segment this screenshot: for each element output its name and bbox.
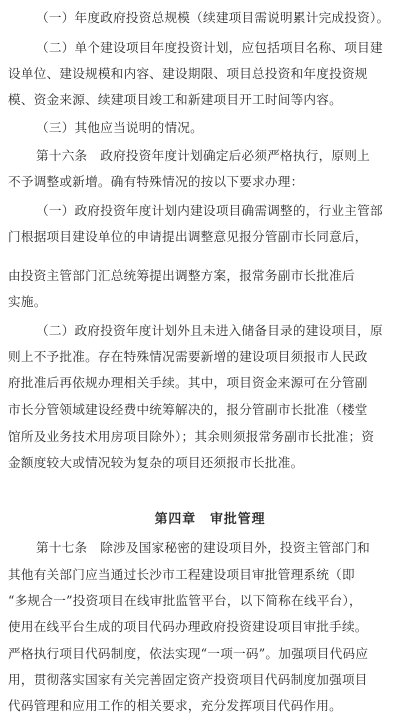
text-line: 用，贯彻落实国家有关完善固定资产投资项目代码制度加强项目 <box>8 672 368 687</box>
text-line: （三）其他应当说明的情况。 <box>36 120 203 135</box>
text-line: 由投资主管部门汇总统筹提出调整方案，报常务副市长批准后 <box>8 268 355 283</box>
text-line: 府批准后再依规办理相关手续。其中，项目资金来源可在分管副 <box>8 375 368 390</box>
text-line: 实施。 <box>8 294 47 309</box>
text-line: 其他有关部门应当通过长沙市工程建设项目审批管理系统（即 <box>8 567 355 582</box>
text-line: 金额度较大或情况较为复杂的项目还须报市长批准。 <box>8 455 304 470</box>
text-line: （二）单个建设项目年度投资计划，应包括项目名称、项目建 <box>36 40 383 55</box>
text-line: 第十六条 政府投资年度计划确定后必须严格执行，原则上 <box>36 148 370 163</box>
text-line: 市长分管领域建设经费中统筹解决的，报分管副市长批准（楼堂 <box>8 402 368 417</box>
text-line: 馆所及业务技术用房项目除外）；其余则须报常务副市长批准；资 <box>8 429 375 444</box>
text-line: 模、资金来源、续建项目竣工和新建项目开工时间等内容。 <box>8 92 342 107</box>
text-line: 代码管理和应用工作的相关要求，充分发挥项目代码作用。 <box>8 698 342 713</box>
text-line: 第十七条 除涉及国家秘密的建设项目外，投资主管部门和 <box>36 540 370 555</box>
text-line: （一）政府投资年度计划内建设项目确需调整的，行业主管部 <box>36 203 383 218</box>
text-line: “多规合一”投资项目在线审批监管平台，以下简称在线平台）， <box>8 593 362 608</box>
text-line: 门根据项目建设单位的申请提出调整意见报分管副市长同意后， <box>8 229 368 244</box>
text-line: 严格执行项目代码制度，依法实现“一项一码”。加强项目代码应 <box>8 646 369 661</box>
text-line: 设单位、建设规模和内容、建设期限、项目总投资和年度投资规 <box>8 66 368 81</box>
chapter-heading: 第四章 审批管理 <box>154 512 266 527</box>
text-line: （一）年度政府投资总规模（续建项目需说明累计完成投资）。 <box>36 10 390 25</box>
text-line: 则上不予批准。存在特殊情况需要新增的建设项目须报市人民政 <box>8 349 368 364</box>
text-line: 使用在线平台生成的项目代码办理政府投资建设项目审批手续。 <box>8 619 368 634</box>
text-line: 不予调整或新增。确有特殊情况的按以下要求办理： <box>8 174 304 189</box>
text-line: （二）政府投资年度计划外且未进入储备目录的建设项目，原 <box>36 323 383 338</box>
